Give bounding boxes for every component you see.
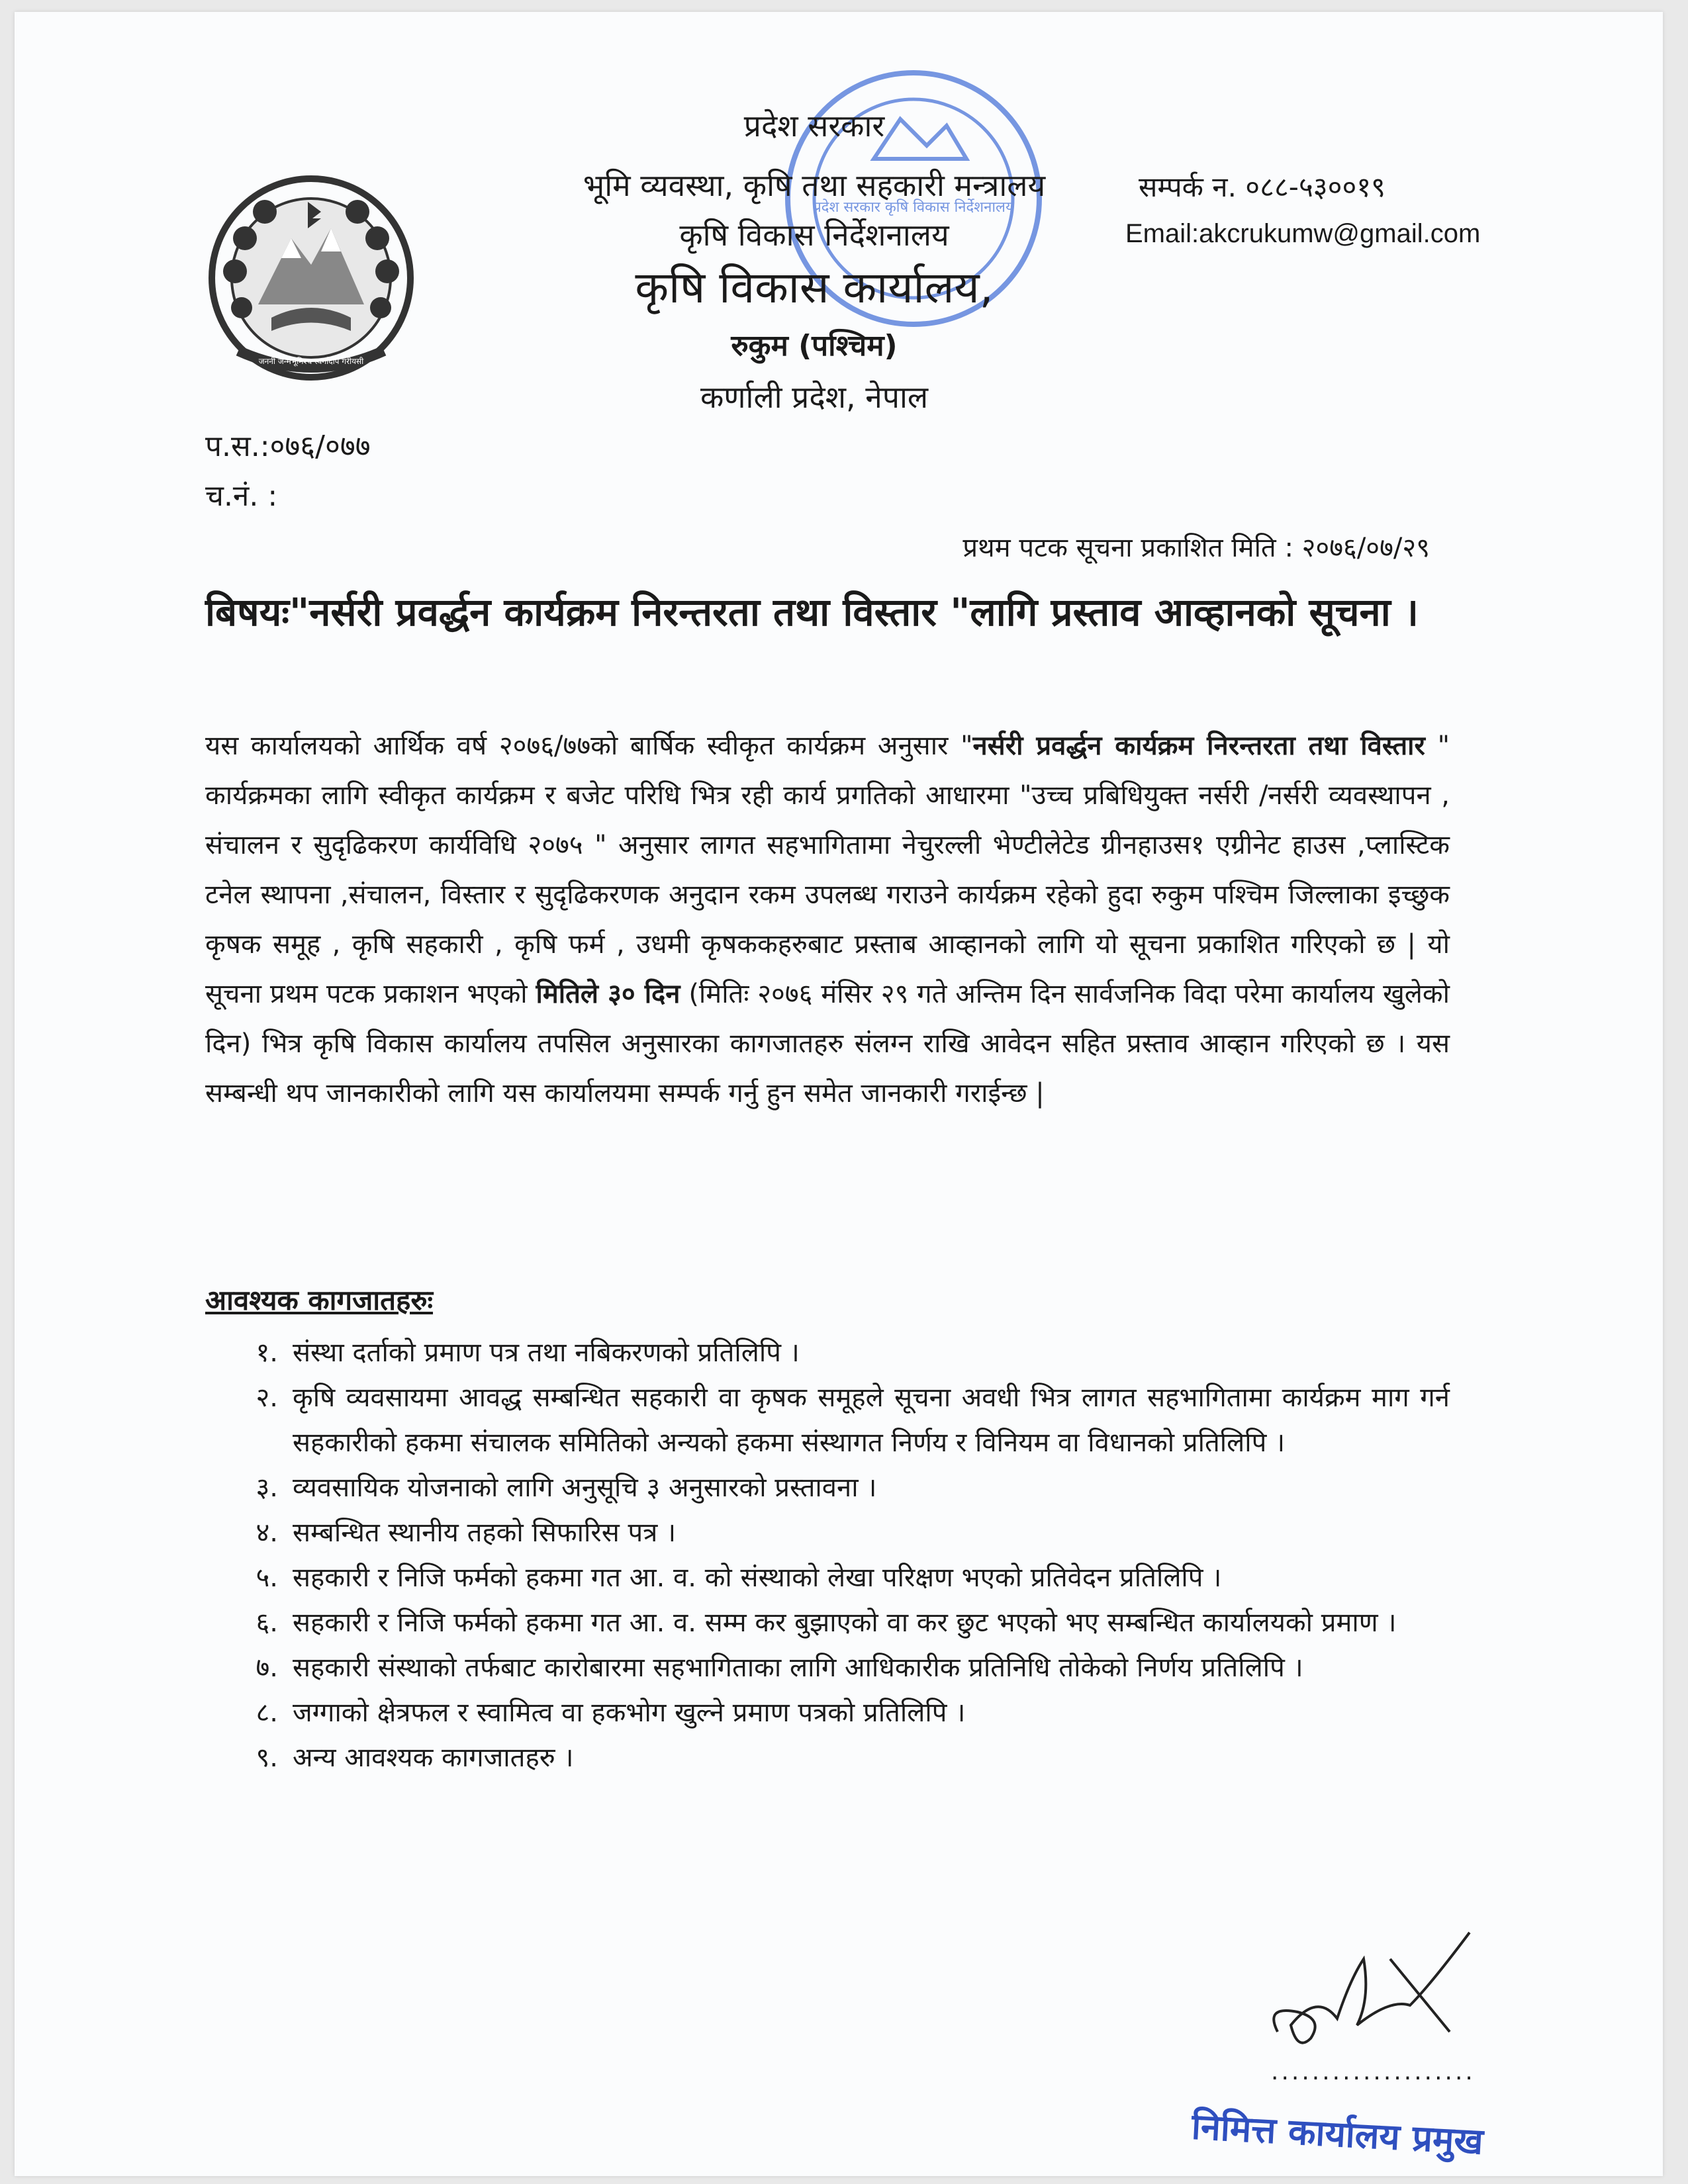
list-item: ९. अन्य आवश्यक कागजातहरु । — [256, 1743, 574, 1773]
body-part-3: (मितिः २०७६ मंसिर २९ गते अन्तिम दिन सार्वजनिक विदा परेमा कार्यालय खुलेको दिन) भित्र कृषि विकास कार्यालय तपसिल अनुसारका कागजातहरु संलग्न राखि आवेदन सहित प्रस्ताव आव्हान गरिएको छ । यस सम्बन्धी थप जानकारीको लागि यस कार्यालयमा सम्पर्क गर्नु हुन समेत जानकारी गराईन्छ | — [205, 979, 1450, 1109]
publication-date: प्रथम पटक सूचना प्रकाशित मिति : २०७६/०७/२९ — [962, 533, 1430, 563]
list-item: १. संस्था दर्ताको प्रमाण पत्र तथा नबिकरणको प्रतिलिपि । — [256, 1338, 800, 1368]
emblem-motto: जननी जन्मभूमिश्च स्वर्गादपि गरीयसी — [258, 357, 364, 366]
header-district: रुकुम (पश्चिम) — [731, 329, 898, 363]
requirements-list — [225, 1330, 1450, 1780]
list-item: ४. सम्बन्धित स्थानीय तहको सिफारिस पत्र । — [256, 1518, 677, 1548]
dispatch-number: च.नं. : — [205, 479, 278, 513]
notice-body — [205, 721, 1450, 1118]
list-item: ७. सहकारी संस्थाको तर्फबाट कारोबारमा सहभागिताका लागि आधिकारीक प्रतिनिधि तोकेको निर्णय प्रतिलिपि । — [256, 1653, 1303, 1683]
officer-designation-stamp: निमित्त कार्यालय प्रमुख — [1190, 2105, 1485, 2163]
header-line-ministry: भूमि व्यवस्था, कृषि तथा सहकारी मन्त्रालय — [583, 167, 1046, 203]
contact-email: Email:akcrukumw@gmail.com — [1125, 219, 1481, 248]
body-part-2: " कार्यक्रमका लागि स्वीकृत कार्यक्रम र बजेट परिधि भित्र रही कार्य प्रगतिको आधारमा "उच्च प्रबिधियुक्त नर्सरी /नर्सरी व्यवस्थापन , संचालन र सुदृढिकरण कार्यविधि २०७५ " अनुसार लागत सहभागितामा नेचुरल्ली भेण्टीलेटेड ग्रीनहाउस१ एग्रीनेट हाउस ,प्लास्टिक टनेल स्थापना ,संचालन, विस्तार र सुदृढिकरणक अनुदान रकम उपलब्ध गराउने कार्यक्रम रहेको हुदा रुकुम पश्चिम जिल्लाका इच्छुक कृषक समूह , कृषि सहकारी , कृषि फर्म , उधमी कृषककहरुबाट प्रस्ताब आव्हानको लागि यो सूचना प्रकाशित गरिएको छ | यो सूचना प्रथम पटक प्रकाशन भएको — [205, 731, 1450, 1009]
list-item: ६. सहकारी र निजि फर्मको हकमा गत आ. व. सम्म कर बुझाएको वा कर छुट भएको भए सम्बन्धित कार्यालयको प्रमाण । — [256, 1608, 1397, 1638]
body-program-name: नर्सरी प्रवर्द्धन कार्यक्रम निरन्तरता तथा विस्तार — [972, 731, 1425, 761]
list-item: २. कृषि व्यवसायमा आवद्ध सम्बन्धित सहकारी वा कृषक समूहले सूचना अवधी भित्र लागत सहभागितामा कार्यक्रम माग गर्न सहकारीको हकमा संचालक समितिको अन्यको हकमा संस्थागत निर्णय र विनियम वा विधानको प्रतिलिपि । — [256, 1383, 1450, 1458]
body-deadline: मितिले ३० दिन — [536, 979, 680, 1009]
signature-line: .................... — [1271, 2058, 1476, 2085]
list-item: ५. सहकारी र निजि फर्मको हकमा गत आ. व. को संस्थाको लेखा परिक्षण भएको प्रतिवेदन प्रतिलिपि । — [256, 1563, 1222, 1593]
header-province: कर्णाली प्रदेश, नेपाल — [700, 379, 929, 415]
header-line-province-government: प्रदेश सरकार — [743, 108, 885, 144]
requirements-heading: आवश्यक कागजातहरुः — [205, 1284, 434, 1316]
seal-text: प्रदेश सरकार कृषि विकास निर्देशनालय — [813, 199, 1014, 216]
contact-number: सम्पर्क न. ०८८-५३००१९ — [1139, 171, 1385, 203]
body-part-1: यस कार्यालयको आर्थिक वर्ष २०७६/७७को बार्षिक स्वीकृत कार्यक्रम अनुसार " — [205, 731, 973, 761]
header-office-name: कृषि विकास कार्यालय, — [635, 262, 994, 313]
reference-number: प.स.:०७६/०७७ — [205, 430, 371, 463]
nepal-emblem-logo — [199, 165, 424, 390]
header-line-directorate: कृषि विकास निर्देशनालय — [679, 217, 949, 253]
notice-subject: बिषयः"नर्सरी प्रवर्द्धन कार्यक्रम निरन्तरता तथा विस्तार "लागि प्रस्ताव आव्हानको सूचना । — [205, 590, 1419, 635]
list-item: ३. व्यवसायिक योजनाको लागि अनुसूचि ३ अनुसारको प्रस्तावना । — [256, 1473, 877, 1503]
list-item: ८. जग्गाको क्षेत्रफल र स्वामित्व वा हकभोग खुल्ने प्रमाण पत्रको प्रतिलिपि । — [256, 1698, 966, 1728]
signature-mark — [1258, 1919, 1483, 2058]
